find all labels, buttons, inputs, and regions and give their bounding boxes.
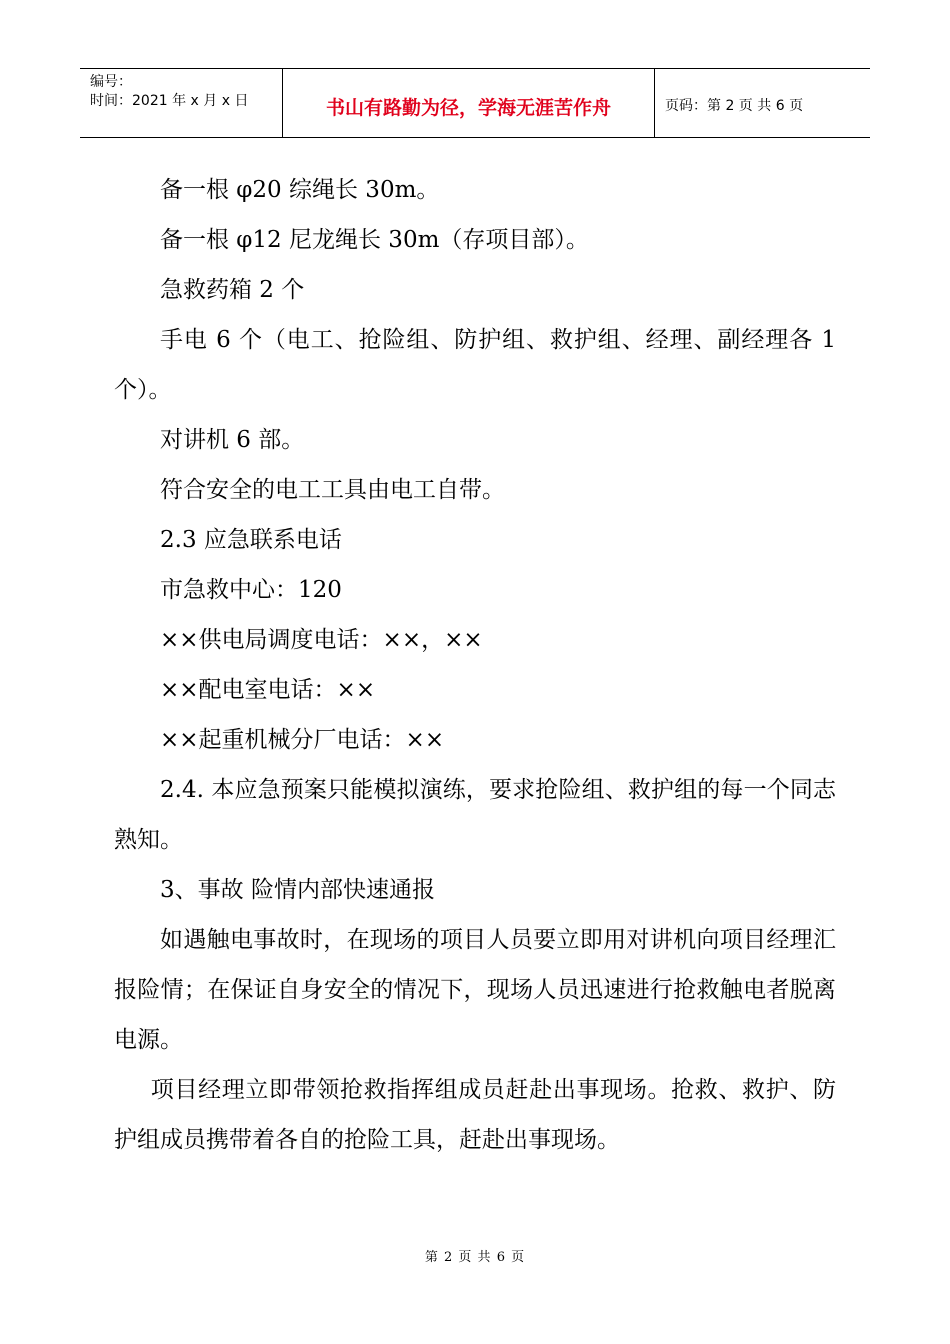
paragraph: 备一根 φ12 尼龙绳长 30m（存项目部）。 [160,227,589,253]
header-motto: 书山有路勤为径，学海无涯苦作舟 [283,69,655,137]
paragraph: ××配电室电话：×× [160,677,376,703]
number-label: 编号： [90,74,132,90]
paragraph: 对讲机 6 部。 [160,427,305,453]
page-footer: 第 2 页 共 6 页 [424,1250,526,1265]
paragraph: 市急救中心：120 [160,577,342,603]
header-page-info: 页码：第 2 页 共 6 页 [665,98,804,114]
paragraph: 备一根 φ20 综绳长 30m。 [160,177,440,203]
time-label: 时间：2021 年 x 月 x 日 [90,93,249,109]
section-heading: 2.3 应急联系电话 [160,527,342,553]
paragraph: 如遇触电事故时，在现场的项目人员要立即用对讲机向项目经理汇报险情；在保证自身安全的情况下，现场人员迅速进行抢救触电者脱离电源。 [114,927,836,1053]
document-body [114,165,836,1165]
header-meta [80,69,283,137]
page-header [80,68,870,138]
paragraph: 项目经理立即带领抢救指挥组成员赶赴出事现场。抢救、救护、防护组成员携带着各自的抢险工具，赶赴出事现场。 [114,1077,836,1153]
paragraph: ××起重机械分厂电话：×× [160,727,445,753]
paragraph: ××供电局调度电话：××，×× [160,627,483,653]
paragraph: 手电 6 个（电工、抢险组、防护组、救护组、经理、副经理各 1 个）。 [114,327,836,403]
paragraph: 2.4. 本应急预案只能模拟演练，要求抢险组、救护组的每一个同志熟知。 [114,777,836,853]
paragraph: 急救药箱 2 个 [160,277,305,303]
section-heading: 3、事故 险情内部快速通报 [160,877,435,903]
paragraph: 符合安全的电工工具由电工自带。 [160,477,505,503]
